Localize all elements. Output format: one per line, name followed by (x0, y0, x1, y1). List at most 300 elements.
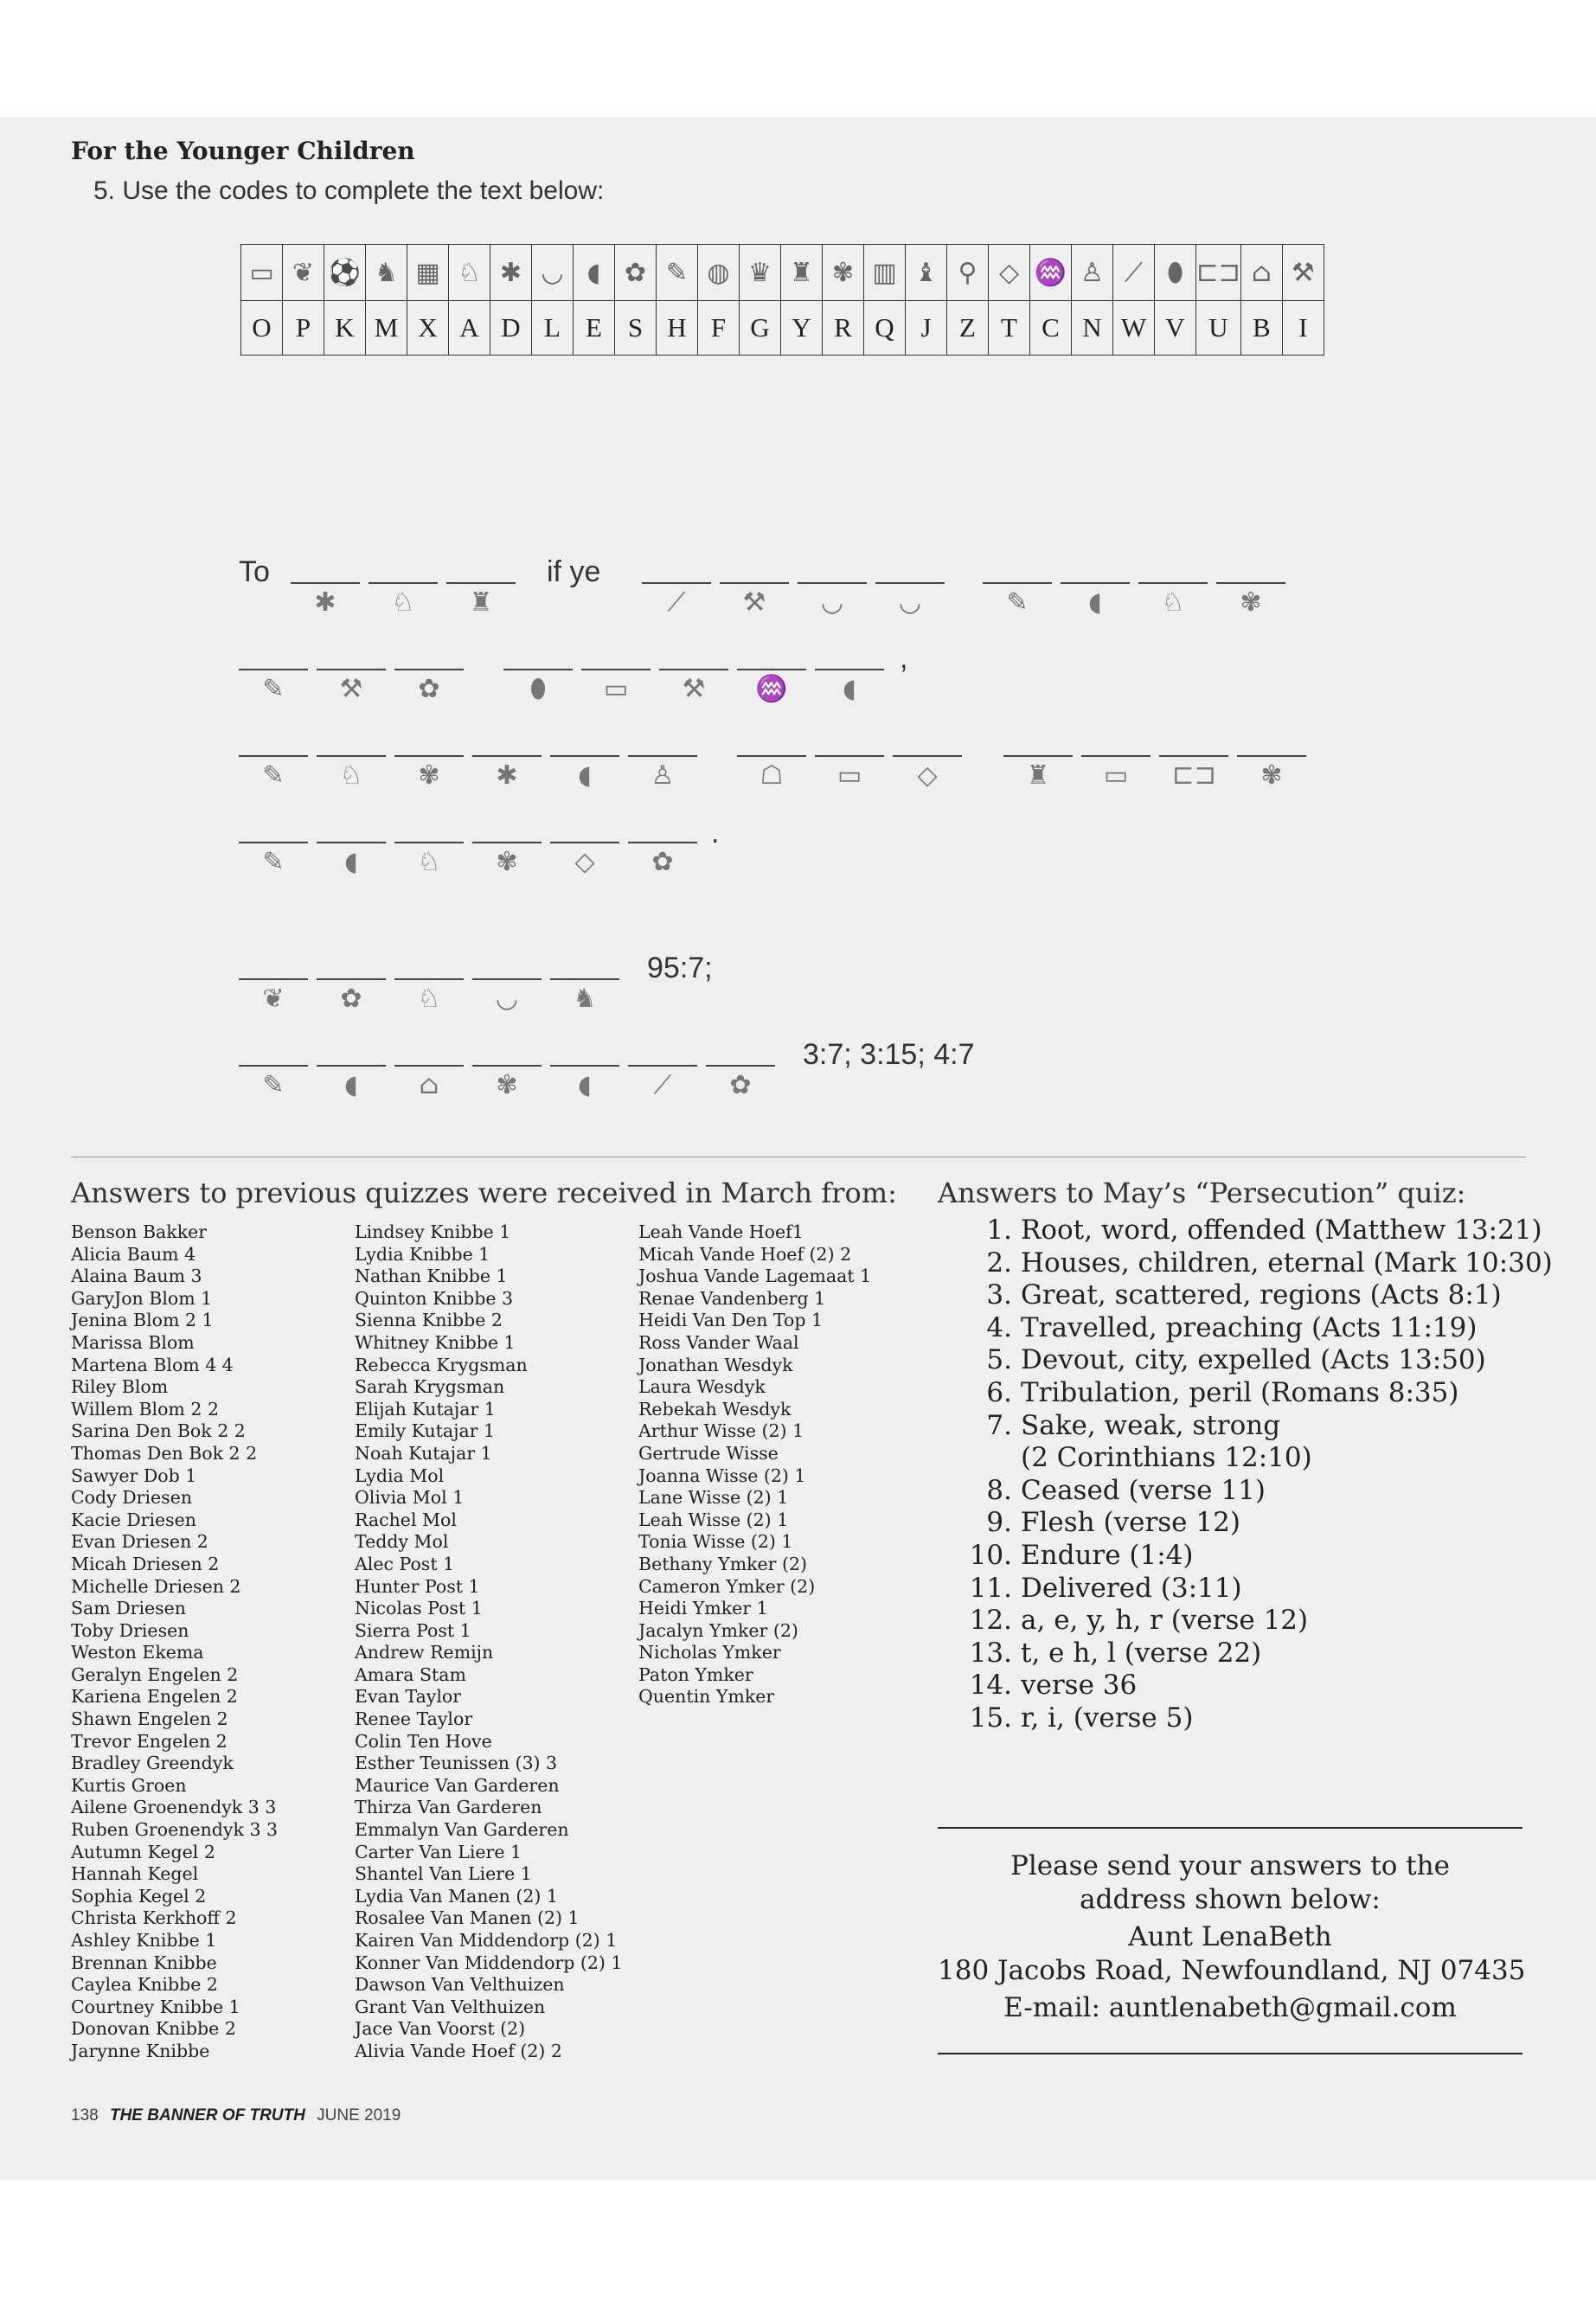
horse-icon: ♘ (391, 587, 415, 618)
quiz-answer-item (960, 1638, 1553, 1670)
code-letter: M (366, 301, 407, 356)
name-list-item: Esther Teunissen (3) 3 (355, 1753, 558, 1774)
name-list-item: Tonia Wisse (2) 1 (638, 1531, 793, 1553)
bee-icon: ✾ (418, 760, 440, 791)
bar-icon: ▭ (836, 760, 862, 791)
name-list-item: Alaina Baum 3 (71, 1266, 202, 1287)
answer-blank[interactable] (893, 755, 962, 757)
bee-icon: ✾ (1260, 760, 1283, 791)
ball-icon: ⚽ (324, 245, 366, 301)
answer-blank[interactable] (472, 978, 542, 980)
name-list-item: Kacie Driesen (71, 1509, 197, 1530)
code-letter: W (1113, 301, 1155, 356)
leaf-icon: ❦ (283, 245, 324, 301)
code-letter: G (740, 301, 781, 356)
horse-icon: ♘ (417, 984, 441, 1014)
owl-icon: ♛ (740, 245, 781, 301)
publication-name: THE BANNER OF TRUTH (109, 2106, 305, 2125)
code-letter: R (823, 301, 864, 356)
name-list-item: Sienna Knibbe 2 (355, 1310, 503, 1331)
name-list-item: Gertrude Wisse (638, 1442, 779, 1464)
quiz-answer-number: 2. (986, 1247, 1012, 1279)
answer-blank[interactable] (472, 842, 542, 843)
name-list-item: Heidi Ymker 1 (638, 1598, 768, 1619)
quiz-answer-text: Root, word, offended (Matthew 13:21) (1021, 1215, 1542, 1246)
dog-icon: ♜ (1026, 760, 1050, 791)
insect-icon: ✱ (496, 760, 518, 791)
name-list-item: GaryJon Blom 1 (71, 1287, 213, 1309)
quiz-answer-text: Great, scattered, regions (Acts 8:1) (1021, 1279, 1502, 1311)
name-list-item: Jonathan Wesdyk (638, 1354, 793, 1375)
code-letter: H (657, 301, 698, 356)
kite-icon: ◇ (574, 847, 595, 877)
name-list-item: Paton Ymker (638, 1663, 753, 1685)
bone-icon: ⊏⊐ (1172, 760, 1216, 791)
quiz-answer-item (960, 1605, 1553, 1638)
name-list-item: Evan Taylor (355, 1686, 462, 1708)
name-list-item: Sarina Den Bok 2 2 (71, 1420, 246, 1442)
answer-blank[interactable] (317, 755, 386, 757)
answer-blank[interactable] (706, 1065, 775, 1067)
name-list-item: Emmalyn Van Garderen (355, 1819, 569, 1841)
answer-blank[interactable] (394, 669, 464, 670)
quiz-answer-text: (2 Corinthians 12:10) (1021, 1442, 1312, 1474)
flower-icon: ✿ (418, 674, 440, 704)
code-letter: Z (947, 301, 989, 356)
kite-icon: ◇ (989, 245, 1030, 301)
quiz-answer-item (960, 1670, 1553, 1702)
answer-blank[interactable] (394, 755, 464, 757)
answers-title: Answers to previous quizzes were received in March from: (71, 1176, 897, 1209)
bee-icon: ✾ (496, 847, 518, 877)
quiz-answer-item (960, 1540, 1553, 1573)
name-list-item: Shantel Van Liere 1 (355, 1863, 532, 1885)
feather-icon: ⟋ (667, 587, 686, 618)
answer-blank[interactable] (581, 669, 651, 670)
horse-icon: ♘ (449, 245, 490, 301)
pig-icon: ♒ (755, 674, 788, 704)
answer-blank[interactable] (317, 1065, 386, 1067)
answer-blank[interactable] (737, 755, 806, 757)
name-list-item: Toby Driesen (71, 1619, 189, 1641)
name-list-item: Autumn Kegel 2 (71, 1841, 215, 1862)
name-list-item: Brennan Knibbe (71, 1952, 217, 1973)
quiz-answer-item (960, 1279, 1553, 1312)
answer-blank[interactable] (1081, 755, 1151, 757)
hammer-icon: ⚒ (682, 674, 706, 704)
pencil-icon: ✎ (262, 760, 285, 791)
name-list-item: Quentin Ymker (638, 1686, 775, 1708)
name-list-item: Joanna Wisse (2) 1 (638, 1465, 806, 1486)
name-list-item: Cody Driesen (71, 1487, 193, 1509)
name-list-item: Sophia Kegel 2 (71, 1885, 207, 1907)
quiz-answer-item (960, 1344, 1553, 1377)
code-letter: P (283, 301, 324, 356)
answer-blank[interactable] (1237, 755, 1306, 757)
code-icon-row (241, 245, 1324, 301)
name-list-item: Hannah Kegel (71, 1863, 199, 1885)
name-list-item: Jenina Blom 2 1 (71, 1310, 214, 1331)
answer-blank[interactable] (659, 669, 728, 670)
name-list-item: Renae Vandenberg 1 (638, 1287, 826, 1309)
name-list-item: Ross Vander Waal (638, 1331, 799, 1353)
answer-blank[interactable] (239, 1065, 308, 1067)
answer-blank[interactable] (875, 582, 945, 584)
pencil-icon: ✎ (262, 847, 285, 877)
quiz-answer-text: Travelled, preaching (Acts 11:19) (1021, 1311, 1477, 1343)
send-line-2: address shown below: (1080, 1884, 1381, 1915)
name-list-item: Caylea Knibbe 2 (71, 1974, 218, 1996)
bowl-icon: ◡ (820, 587, 844, 618)
name-list-item: Sarah Krygsman (355, 1376, 505, 1398)
pencil-icon: ✎ (657, 245, 698, 301)
answer-blank[interactable] (239, 978, 308, 980)
name-list-item: Konner Van Middendorp (2) 1 (355, 1952, 623, 1973)
code-letter: I (1282, 301, 1324, 356)
bar-icon: ▭ (603, 674, 629, 704)
name-list-item: Martena Blom 4 4 (71, 1354, 234, 1375)
name-list-item: Sawyer Dob 1 (71, 1465, 197, 1486)
name-list-item: Trevor Engelen 2 (71, 1730, 228, 1752)
bee-icon: ✾ (823, 245, 864, 301)
quiz-answer-text: t, e h, l (verse 22) (1021, 1637, 1262, 1669)
section-heading: For the Younger Children (71, 137, 415, 165)
code-letter: D (490, 301, 532, 356)
answer-blank[interactable] (394, 1065, 464, 1067)
taco-icon: ◖ (344, 847, 358, 877)
name-list-item: Ailene Groenendyk 3 3 (71, 1797, 277, 1818)
quiz-answer-text: Ceased (verse 11) (1021, 1474, 1266, 1506)
taco-icon: ◖ (1088, 587, 1102, 618)
name-list-item: Alivia Vande Hoef (2) 2 (355, 2040, 562, 2061)
name-list-item: Ruben Groenendyk 3 3 (71, 1819, 279, 1841)
name-list-item: Ashley Knibbe 1 (71, 1930, 217, 1951)
name-list-item: Kurtis Groen (71, 1774, 187, 1796)
code-letter: K (324, 301, 366, 356)
feather-icon: ⟋ (1113, 245, 1155, 301)
taco-icon: ◖ (574, 245, 615, 301)
flower-icon: ✿ (340, 984, 362, 1014)
answer-blank[interactable] (369, 582, 438, 584)
barn-icon: ⌂ (419, 1070, 439, 1100)
name-list-item: Leah Vande Hoef1 (638, 1221, 804, 1242)
feather-icon: ⟋ (653, 1070, 672, 1100)
pencil-icon: ✎ (1006, 587, 1029, 618)
bowl-icon: ◡ (495, 984, 519, 1014)
names-column-3 (638, 1221, 871, 1708)
name-list-item: Rosalee Van Manen (2) 1 (355, 1907, 580, 1929)
code-letter: U (1196, 301, 1241, 356)
answer-blank[interactable] (628, 1065, 697, 1067)
answer-blank[interactable] (737, 669, 806, 670)
taco-icon: ◖ (344, 1070, 358, 1100)
quiz-answer-text: r, i, (verse 5) (1021, 1702, 1194, 1734)
code-letter: E (574, 301, 615, 356)
answer-blank[interactable] (1216, 582, 1285, 584)
name-list-item: Michelle Driesen 2 (71, 1575, 241, 1597)
page-footer (71, 2106, 401, 2125)
answer-blank[interactable] (472, 1065, 542, 1067)
name-list-item: Nathan Knibbe 1 (355, 1266, 508, 1287)
name-list-item: Andrew Remijn (355, 1642, 494, 1663)
hammer-icon: ⚒ (1282, 245, 1324, 301)
quiz-answer-item (960, 1507, 1553, 1540)
name-list-item: Micah Driesen 2 (71, 1553, 220, 1574)
answer-blank[interactable] (642, 582, 711, 584)
name-list-item: Maurice Van Garderen (355, 1774, 560, 1796)
answer-blank[interactable] (394, 842, 464, 843)
quiz-answer-list (960, 1215, 1553, 1735)
name-list-item: Lydia Knibbe 1 (355, 1243, 490, 1265)
egg-icon: ⬮ (1155, 245, 1196, 301)
name-list-item: Laura Wesdyk (638, 1376, 766, 1398)
name-list-item: Dawson Van Velthuizen (355, 1974, 565, 1996)
code-letter: S (615, 301, 657, 356)
name-list-item: Evan Driesen 2 (71, 1531, 208, 1553)
broom-icon: ⚲ (947, 245, 989, 301)
egg-icon: ⬮ (529, 674, 547, 704)
quiz-answer-number: 11. (969, 1572, 1012, 1604)
hammer-icon: ⚒ (742, 587, 766, 618)
quiz-answer-number: 9. (986, 1507, 1012, 1539)
answer-blank[interactable] (550, 1065, 619, 1067)
name-list-item: Colin Ten Hove (355, 1730, 492, 1752)
answer-blank[interactable] (720, 582, 789, 584)
puzzle-comma: , (900, 642, 908, 675)
name-list-item: Christa Kerkhoff 2 (71, 1907, 237, 1929)
hammer-icon: ⚒ (339, 674, 363, 704)
name-list-item: Thomas Den Bok 2 2 (71, 1442, 258, 1464)
answer-blank[interactable] (317, 842, 386, 843)
name-list-item: Arthur Wisse (2) 1 (638, 1420, 804, 1442)
quiz-answer-number: 15. (969, 1702, 1012, 1734)
taco-icon: ◖ (843, 674, 856, 704)
answer-blank[interactable] (1138, 582, 1208, 584)
penguin-icon: ♙ (1072, 245, 1113, 301)
quiz-answer-item (960, 1215, 1553, 1247)
quiz-answer-number: 13. (969, 1637, 1012, 1669)
name-list-item: Joshua Vande Lagemaat 1 (638, 1266, 872, 1287)
name-list-item: Rebekah Wesdyk (638, 1398, 792, 1420)
bowl-icon: ◡ (532, 245, 574, 301)
answer-blank[interactable] (815, 669, 884, 670)
names-column-1 (71, 1221, 278, 2063)
answer-blank[interactable] (815, 755, 884, 757)
flower-icon: ✿ (651, 847, 674, 877)
name-list-item: Courtney Knibbe 1 (71, 1996, 240, 2017)
answer-blank[interactable] (239, 669, 308, 670)
code-letter: L (532, 301, 574, 356)
name-list-item: Willem Blom 2 2 (71, 1398, 219, 1420)
bee-icon: ✾ (1240, 587, 1262, 618)
name-list-item: Marissa Blom (71, 1331, 195, 1353)
quiz-answer-item (960, 1475, 1553, 1508)
horse-icon: ♘ (339, 760, 363, 791)
name-list-item: Rachel Mol (355, 1509, 457, 1530)
piano-icon: ▥ (864, 245, 906, 301)
quiz-answer-number: 7. (986, 1409, 1012, 1441)
answer-blank[interactable] (1159, 755, 1228, 757)
name-list-item: Nicholas Ymker (638, 1642, 781, 1663)
quiz-answer-item (960, 1312, 1553, 1345)
answer-blank[interactable] (317, 978, 386, 980)
answer-blank[interactable] (239, 755, 308, 757)
send-top-rule (938, 1827, 1522, 1829)
name-list-item: Noah Kutajar 1 (355, 1442, 492, 1464)
send-address: 180 Jacobs Road, Newfoundland, NJ 07435 (938, 1955, 1526, 1986)
name-list-item: Lydia Mol (355, 1465, 445, 1486)
quiz-answer-item (960, 1377, 1553, 1410)
name-list-item: Quinton Knibbe 3 (355, 1287, 514, 1309)
quiz-answer-item (960, 1702, 1553, 1735)
flower-icon: ✿ (729, 1070, 752, 1100)
answer-blank[interactable] (394, 978, 464, 980)
horse-icon: ♘ (1161, 587, 1185, 618)
name-list-item: Jacalyn Ymker (2) (638, 1619, 798, 1641)
taco-icon: ◖ (578, 1070, 592, 1100)
code-letter: O (241, 301, 283, 356)
quiz-answer-text: Delivered (3:11) (1021, 1572, 1242, 1604)
name-list-item: Heidi Van Den Top 1 (638, 1310, 824, 1331)
quiz-answer-text: Devout, city, expelled (Acts 13:50) (1021, 1344, 1486, 1376)
name-list-item: Amara Stam (355, 1663, 466, 1685)
name-list-item: Rebecca Krygsman (355, 1354, 528, 1375)
name-list-item: Bradley Greendyk (71, 1753, 234, 1774)
name-list-item: Thirza Van Garderen (355, 1797, 542, 1818)
name-list-item: Riley Blom (71, 1376, 169, 1398)
name-list-item: Elijah Kutajar 1 (355, 1398, 496, 1420)
name-list-item: Benson Bakker (71, 1221, 208, 1242)
answer-blank[interactable] (472, 755, 542, 757)
dog-icon: ♜ (781, 245, 823, 301)
name-list-item: Kairen Van Middendorp (2) 1 (355, 1930, 618, 1951)
pumpkin-icon: ◍ (698, 245, 740, 301)
quiz-answer-number: 10. (969, 1539, 1012, 1571)
leaf-icon: ❦ (262, 984, 285, 1014)
quiz-answer-number: 5. (986, 1344, 1012, 1376)
quiz-answer-number: 6. (986, 1376, 1012, 1408)
name-list-item: Teddy Mol (355, 1531, 449, 1553)
answer-blank[interactable] (550, 978, 619, 980)
name-list-item: Renee Taylor (355, 1708, 473, 1730)
horse-icon: ♘ (417, 847, 441, 877)
answer-blank[interactable] (317, 669, 386, 670)
quiz-answer-number (960, 1442, 1021, 1475)
names-column-2 (355, 1221, 622, 2063)
code-letter: N (1072, 301, 1113, 356)
answer-blank[interactable] (503, 669, 573, 670)
name-list-item: Micah Vande Hoef (2) 2 (638, 1243, 852, 1265)
quiz-answer-number: 12. (969, 1605, 1012, 1637)
puzzle-period: . (711, 817, 720, 849)
code-letter: V (1155, 301, 1196, 356)
quiz-answer-item (960, 1573, 1553, 1606)
answer-blank[interactable] (628, 755, 697, 757)
quiz-answer-item (960, 1442, 1553, 1475)
answer-blank[interactable] (1061, 582, 1130, 584)
bowl-icon: ◡ (898, 587, 922, 618)
quiz-answer-text: Endure (1:4) (1021, 1539, 1194, 1571)
moose-icon: ♝ (906, 245, 947, 301)
quiz-answer-text: Tribulation, peril (Romans 8:35) (1021, 1376, 1459, 1408)
page-number: 138 (71, 2106, 99, 2125)
name-list-item: Lane Wisse (2) 1 (638, 1487, 789, 1509)
puzzle-reference-1: 95:7; (647, 952, 713, 984)
quiz-answer-text: Sake, weak, strong (1021, 1409, 1281, 1441)
name-list-item: Kariena Engelen 2 (71, 1686, 238, 1708)
animal-icon: ♞ (573, 984, 597, 1014)
answer-blank[interactable] (291, 582, 360, 584)
name-list-item: Emily Kutajar 1 (355, 1420, 496, 1442)
name-list-item: Hunter Post 1 (355, 1575, 480, 1597)
flower-icon: ✿ (615, 245, 657, 301)
name-list-item: Jarynne Knibbe (71, 2040, 210, 2061)
insect-icon: ✱ (314, 587, 337, 618)
code-table (240, 244, 1324, 356)
name-list-item: Bethany Ymker (2) (638, 1553, 808, 1574)
ghost-icon: ☖ (760, 760, 784, 791)
dog-icon: ♜ (469, 587, 493, 618)
name-list-item: Shawn Engelen 2 (71, 1708, 228, 1730)
name-list-item: Lydia Van Manen (2) 1 (355, 1885, 558, 1907)
name-list-item: Carter Van Liere 1 (355, 1841, 522, 1862)
name-list-item: Cameron Ymker (2) (638, 1575, 816, 1597)
gift-icon: ▦ (407, 245, 449, 301)
quiz-answer-text: verse 36 (1021, 1670, 1138, 1702)
code-letter: T (989, 301, 1030, 356)
quiz-answer-text: Flesh (verse 12) (1021, 1507, 1240, 1539)
name-list-item: Whitney Knibbe 1 (355, 1331, 516, 1353)
answer-blank[interactable] (239, 842, 308, 843)
name-list-item: Sierra Post 1 (355, 1619, 471, 1641)
barn-icon: ⌂ (1240, 245, 1282, 301)
answer-blank[interactable] (550, 755, 619, 757)
quiz-answer-number: 14. (969, 1670, 1012, 1702)
taco-icon: ◖ (578, 760, 592, 791)
insect-icon: ✱ (490, 245, 532, 301)
answer-blank[interactable] (446, 582, 516, 584)
issue-date: JUNE 2019 (317, 2106, 401, 2125)
name-list-item: Geralyn Engelen 2 (71, 1663, 239, 1685)
instruction-text: 5. Use the codes to complete the text below: (93, 176, 605, 205)
name-list-item: Alec Post 1 (355, 1553, 455, 1574)
code-letter: Y (781, 301, 823, 356)
code-letter: J (906, 301, 947, 356)
quiz-answer-number: 8. (986, 1474, 1012, 1506)
bee-icon: ✾ (496, 1070, 518, 1100)
name-list-item: Nicolas Post 1 (355, 1598, 483, 1619)
name-list-item: Sam Driesen (71, 1598, 186, 1619)
puzzle-reference-2: 3:7; 3:15; 4:7 (803, 1038, 975, 1071)
name-list-item: Grant Van Velthuizen (355, 1996, 546, 2017)
quiz-answer-item (960, 1410, 1553, 1443)
send-email: E-mail: auntlenabeth@gmail.com (1003, 1992, 1457, 2023)
puzzle-word-if-ye: if ye (547, 555, 601, 588)
puzzle-word-to: To (239, 555, 270, 588)
penguin-icon: ♙ (651, 760, 675, 791)
code-letter: A (449, 301, 490, 356)
name-list-item: Leah Wisse (2) 1 (638, 1509, 789, 1530)
answer-blank[interactable] (983, 582, 1052, 584)
answer-blank[interactable] (628, 842, 697, 843)
quiz-answer-number: 1. (986, 1215, 1012, 1246)
answer-blank[interactable] (798, 582, 867, 584)
bone-icon: ⊏⊐ (1196, 245, 1241, 301)
name-list-item: Donovan Knibbe 2 (71, 2018, 236, 2040)
answer-blank[interactable] (1003, 755, 1073, 757)
answer-blank[interactable] (550, 842, 619, 843)
quiz-answer-text: Houses, children, eternal (Mark 10:30) (1021, 1247, 1553, 1279)
